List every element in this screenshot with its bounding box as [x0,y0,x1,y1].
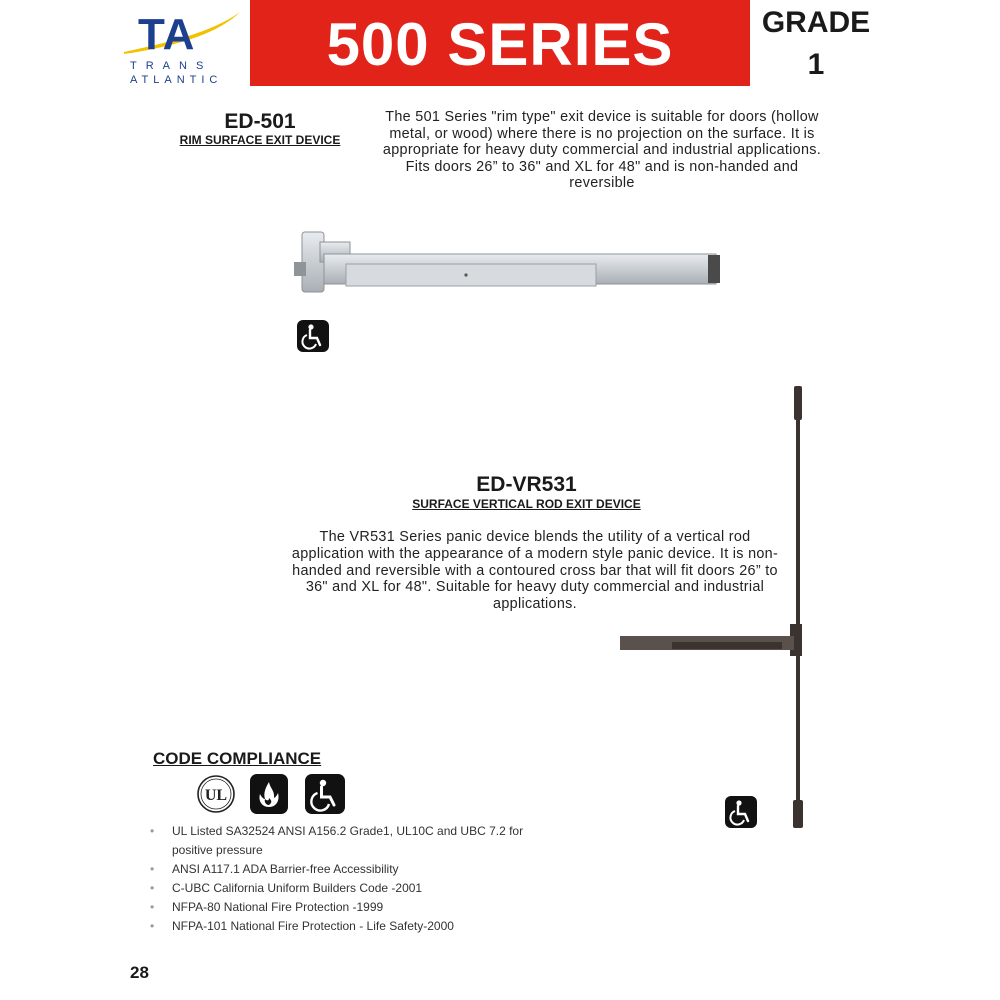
logo-line-trans: TRANS [130,60,213,72]
compliance-item-text: NFPA-80 National Fire Protection -1999 [172,900,384,914]
wheelchair-accessible-icon [305,774,345,814]
rim-exit-device-image [290,228,730,308]
product-subtitle-ed-501: RIM SURFACE EXIT DEVICE [179,133,341,147]
banner-title: 500 SERIES [326,11,674,78]
product-model-ed-501: ED-501 [224,110,296,133]
list-item [150,898,550,917]
wheelchair-accessible-icon [297,320,329,352]
grade-label: GRADE [761,6,871,39]
code-compliance-heading: CODE COMPLIANCE [153,749,322,768]
series-banner [250,0,750,86]
product-model-ed-vr531: ED-VR531 [476,473,577,496]
compliance-item-text: C-UBC California Uniform Builders Code -2001 [172,881,423,895]
compliance-item-text: ANSI A117.1 ADA Barrier-free Accessibility [172,862,399,876]
logo-mark: TA [138,10,196,59]
product-description-ed-501: The 501 Series "rim type" exit device is suitable for doors (hollow metal, or wood) where there is no projection on the surface. It is appropriate for heavy duty commercial and industrial applications. Fits doors 26” to 36" and XL for 48" and is non-handed and reversible [382,109,822,191]
grade-value: 1 [807,48,825,81]
logo-line-atlantic: ATLANTIC [130,74,223,86]
bullet-icon: • [150,881,155,895]
bullet-icon: • [150,824,155,838]
product-subtitle-ed-vr531: SURFACE VERTICAL ROD EXIT DEVICE [412,497,641,511]
ul-listed-icon [196,774,236,814]
bullet-icon: • [150,862,155,876]
trans-atlantic-logo [120,2,250,87]
ul-mark-text: UL [204,787,228,804]
wheelchair-accessible-icon [725,796,757,828]
list-item [150,917,550,936]
vertical-rod-exit-device-image [612,380,812,830]
list-item [150,860,550,879]
page-number: 28 [130,963,149,982]
list-item [150,879,550,898]
fire-rated-icon [250,774,288,814]
product-description-ed-vr531: The VR531 Series panic device blends the utility of a vertical rod application with the appearance of a modern style panic device. It is non-handed and reversible with a contoured cross bar that will fit doors 26” to 36" and XL for 48". Suitable for heavy duty commercial and industrial applications. [291,529,779,613]
bullet-icon: • [150,919,155,933]
compliance-list [150,822,550,936]
bullet-icon: • [150,900,155,914]
list-item [150,822,550,860]
compliance-item-text: NFPA-101 National Fire Protection - Life Safety-2000 [172,919,454,933]
compliance-item-text: UL Listed SA32524 ANSI A156.2 Grade1, UL10C and UBC 7.2 for positive pressure [172,824,524,857]
